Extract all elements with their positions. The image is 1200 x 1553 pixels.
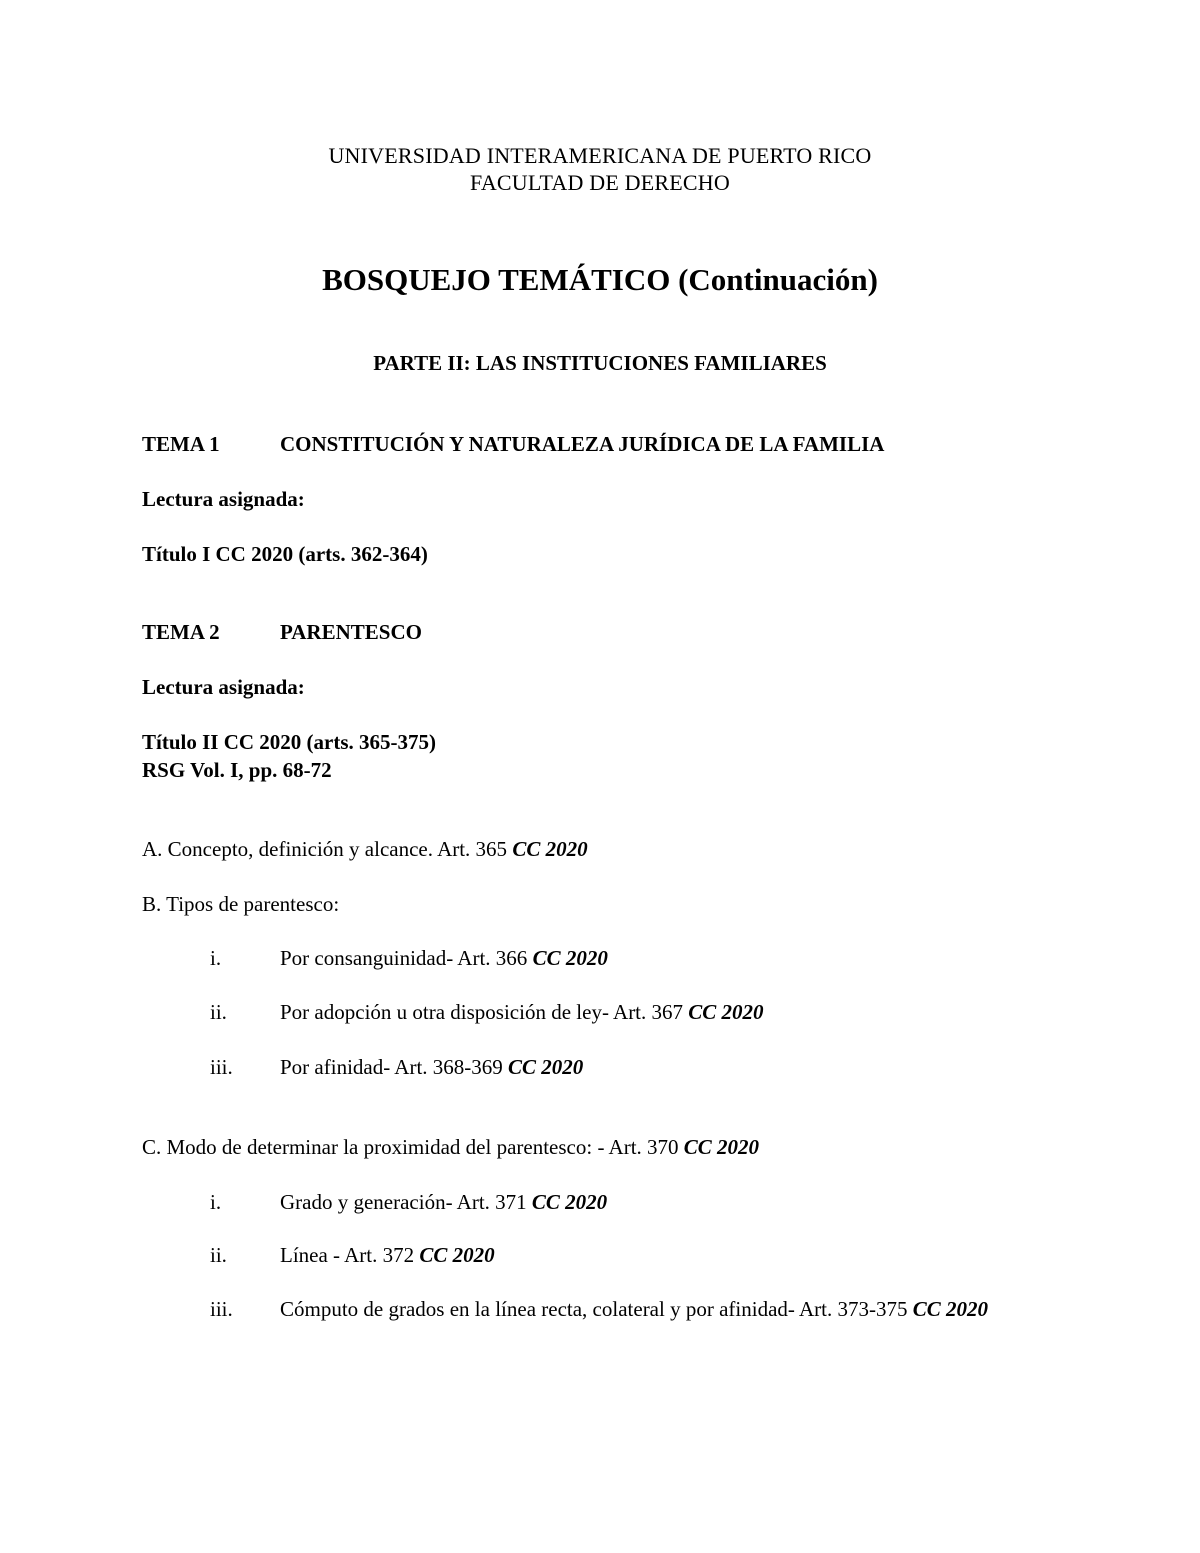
section-b-item — [280, 948, 608, 969]
tema2-label: TEMA 2 — [142, 620, 220, 644]
section-c — [142, 1137, 759, 1158]
tema2-reading-2: RSG Vol. I, pp. 68-72 — [142, 758, 332, 782]
section-c-item-num: i. — [210, 1190, 222, 1214]
tema1-title: CONSTITUCIÓN Y NATURALEZA JURÍDICA DE LA FAMILIA — [280, 432, 885, 456]
section-c-item — [280, 1245, 495, 1266]
tema1-reading: Título I CC 2020 (arts. 362-364) — [142, 542, 428, 566]
item-cite: CC 2020 — [688, 1000, 764, 1024]
section-b-item — [280, 1002, 764, 1023]
document-title: BOSQUEJO TEMÁTICO (Continuación) — [322, 262, 878, 297]
item-text: Línea - Art. 372 — [280, 1243, 420, 1267]
section-b: B. Tipos de parentesco: — [142, 892, 340, 916]
section-c-item — [280, 1299, 988, 1320]
item-cite: CC 2020 — [419, 1243, 495, 1267]
item-cite: CC 2020 — [508, 1055, 584, 1079]
item-text: Por adopción u otra disposición de ley- Art. 367 — [280, 1000, 689, 1024]
tema1-reading-label: Lectura asignada: — [142, 487, 305, 511]
section-c-cite: CC 2020 — [683, 1135, 760, 1159]
section-b-item-num: iii. — [210, 1055, 233, 1079]
item-cite: CC 2020 — [531, 1190, 608, 1214]
section-a-cite: CC 2020 — [512, 837, 588, 861]
item-text: Por consanguinidad- Art. 366 — [280, 946, 533, 970]
section-c-item-num: iii. — [210, 1297, 233, 1321]
item-text: Por afinidad- Art. 368-369 — [280, 1055, 509, 1079]
section-a — [142, 839, 588, 860]
tema2-reading-label: Lectura asignada: — [142, 675, 305, 699]
tema1-label: TEMA 1 — [142, 432, 220, 456]
item-text: Grado y generación- Art. 371 — [280, 1190, 532, 1214]
section-b-item-num: ii. — [210, 1000, 227, 1024]
section-c-item-num: ii. — [210, 1243, 227, 1267]
item-cite: CC 2020 — [912, 1297, 988, 1321]
section-b-item — [280, 1057, 583, 1078]
tema2-reading-1: Título II CC 2020 (arts. 365-375) — [142, 730, 436, 754]
part-heading: PARTE II: LAS INSTITUCIONES FAMILIARES — [373, 351, 827, 375]
tema2-title: PARENTESCO — [280, 620, 422, 644]
section-b-item-num: i. — [210, 946, 222, 970]
faculty-name: FACULTAD DE DERECHO — [470, 170, 730, 195]
item-text: Cómputo de grados en la línea recta, colateral y por afinidad- Art. 373-375 — [280, 1297, 913, 1321]
section-c-text: C. Modo de determinar la proximidad del parentesco: - Art. 370 — [142, 1135, 684, 1159]
section-a-text: A. Concepto, definición y alcance. Art. 365 — [142, 837, 513, 861]
item-cite: CC 2020 — [532, 946, 608, 970]
university-name: UNIVERSIDAD INTERAMERICANA DE PUERTO RICO — [328, 143, 872, 168]
section-c-item — [280, 1192, 607, 1213]
